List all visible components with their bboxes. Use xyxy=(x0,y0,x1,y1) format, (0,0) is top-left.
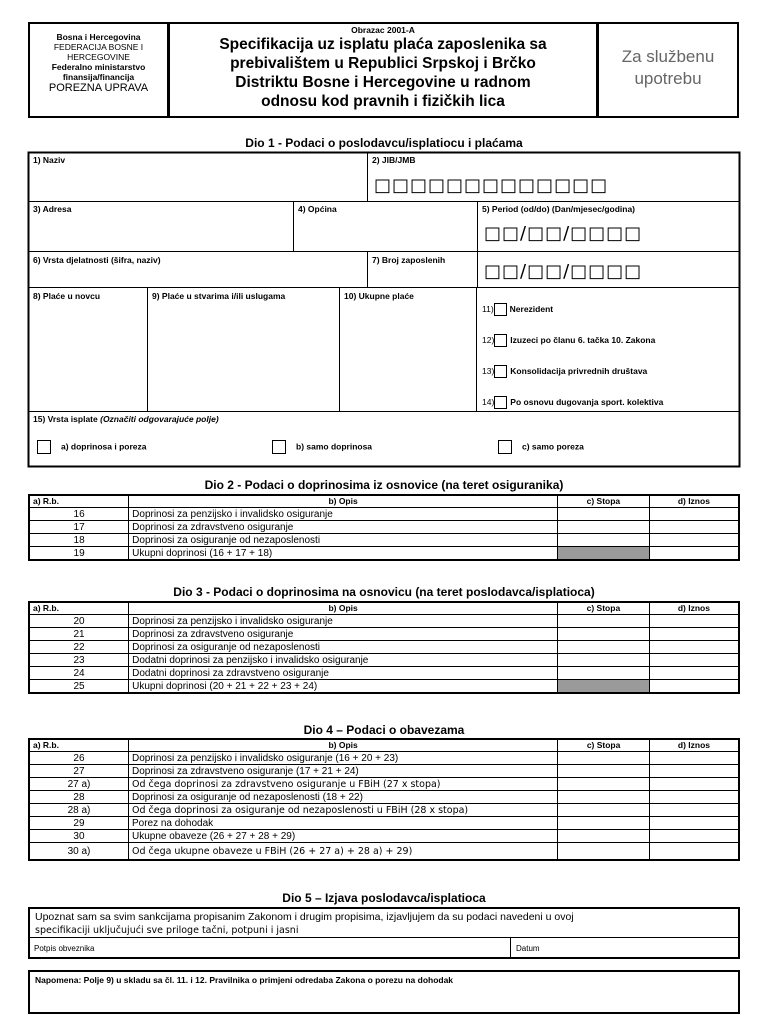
option-a[interactable] xyxy=(37,440,147,454)
field-place-novac-label: 8) Plaće u novcu xyxy=(33,291,101,301)
signature-field[interactable] xyxy=(30,938,511,958)
row-rb: 19 xyxy=(29,547,129,561)
form-title-line-1: Specifikacija uz isplatu plaća zaposlenika sa xyxy=(219,36,547,53)
row-iznos-cell[interactable] xyxy=(649,628,739,641)
row-iznos-cell[interactable] xyxy=(649,641,739,654)
row-stopa-cell[interactable] xyxy=(558,778,650,791)
row-opis: Dodatni doprinosi za penzijsko i invalidsko osiguranje xyxy=(129,654,558,667)
row-iznos-cell[interactable] xyxy=(649,765,739,778)
table-row xyxy=(29,843,739,861)
form-title-line-3: Distriktu Bosne i Hercegovine u radnom xyxy=(235,74,531,91)
row-opis: Doprinosi za zdravstveno osiguranje (17 + 21 + 24) xyxy=(128,765,557,778)
field-jib-label: 2) JIB/JMB xyxy=(372,155,416,165)
field-period-label: 5) Period (od/do) (Dan/mjesec/godina) xyxy=(482,204,636,214)
row-stopa-cell[interactable] xyxy=(558,791,650,804)
dio2-title: Dio 2 - Podaci o doprinosima iz osnovice (na teret osiguranika) xyxy=(204,478,564,492)
declaration-box xyxy=(28,907,740,959)
declaration-sign-row xyxy=(30,937,738,957)
table-row xyxy=(29,534,739,547)
row-rb: 22 xyxy=(29,641,129,654)
table-row xyxy=(29,817,739,830)
row-opis: Doprinosi za penzijsko i invalidsko osiguranje xyxy=(129,615,558,628)
row-stopa-cell-disabled xyxy=(558,680,650,694)
row-iznos-cell[interactable] xyxy=(649,752,739,765)
issuer-ministry-2: finansija/financija xyxy=(62,72,135,82)
note-box xyxy=(28,970,740,1014)
col-rb: a) R.b. xyxy=(29,495,129,508)
row-iznos-cell[interactable] xyxy=(649,534,739,547)
table-row xyxy=(29,508,739,521)
dio3-title: Dio 3 - Podaci o doprinosima na osnovicu (na teret poslodavca/isplatioca) xyxy=(173,585,595,599)
row-rb: 28 a) xyxy=(29,804,128,817)
option-14-label: Po osnovu dugovanja sport. kolektiva xyxy=(510,396,664,407)
row-stopa-cell[interactable] xyxy=(558,843,650,861)
row-iznos-cell[interactable] xyxy=(649,830,739,843)
row-stopa-cell-disabled xyxy=(558,547,650,561)
col-iznos: d) Iznos xyxy=(649,602,739,615)
row-rb: 21 xyxy=(29,628,129,641)
field-adresa-label: 3) Adresa xyxy=(33,204,72,214)
issuer-ministry: Federalno ministarstvo xyxy=(51,62,146,72)
row-rb: 20 xyxy=(29,615,129,628)
field-naziv-label: 1) Naziv xyxy=(33,155,66,165)
row-opis: Doprinosi za zdravstveno osiguranje xyxy=(129,628,558,641)
option-c[interactable] xyxy=(498,440,584,454)
col-opis: b) Opis xyxy=(129,602,558,615)
declaration-text-line-2: specifikaciji uključujući sve priloge tačni, potpuni i jasni xyxy=(35,925,299,936)
checkbox-icon[interactable] xyxy=(494,303,507,316)
row-iznos-cell[interactable] xyxy=(649,843,739,861)
table-header-row xyxy=(29,495,739,508)
option-14-number: 14) xyxy=(482,396,495,407)
row-opis: Doprinosi za penzijsko i invalidsko osiguranje xyxy=(129,508,558,521)
option-14[interactable] xyxy=(482,396,663,409)
jib-input-boxes[interactable]: □□□□□□□□□□□□□ xyxy=(374,175,609,196)
checkbox-icon[interactable] xyxy=(498,440,512,454)
row-iznos-cell[interactable] xyxy=(649,778,739,791)
row-stopa-cell[interactable] xyxy=(558,752,650,765)
table-row xyxy=(29,804,739,817)
table-row xyxy=(29,654,739,667)
checkbox-icon[interactable] xyxy=(494,396,507,409)
checkbox-icon[interactable] xyxy=(494,334,507,347)
option-c-label: c) samo poreza xyxy=(522,441,584,452)
vrsta-isplate-text: 15) Vrsta isplate xyxy=(33,414,98,424)
row-rb: 25 xyxy=(29,680,129,694)
row-iznos-cell[interactable] xyxy=(649,791,739,804)
row-stopa-cell[interactable] xyxy=(558,817,650,830)
row-opis: Dodatni doprinosi za zdravstveno osiguranje xyxy=(129,667,558,680)
row-opis: Doprinosi za penzijsko i invalidsko osiguranje (16 + 20 + 23) xyxy=(128,752,557,765)
col-opis: b) Opis xyxy=(128,739,557,752)
row-opis: Porez na dohodak xyxy=(128,817,557,830)
row-opis: Ukupni doprinosi (20 + 21 + 22 + 23 + 24) xyxy=(129,680,558,694)
row-stopa-cell[interactable] xyxy=(558,508,650,521)
option-13-label: Konsolidacija privrednih društava xyxy=(510,365,648,376)
option-a-label: a) doprinosa i poreza xyxy=(61,441,147,452)
checkbox-icon[interactable] xyxy=(37,440,51,454)
dio4-table xyxy=(28,738,740,861)
table-header-row xyxy=(29,602,739,615)
field-djelatnost-label: 6) Vrsta djelatnosti (šifra, naziv) xyxy=(33,255,161,265)
signature-label: Potpis obveznika xyxy=(34,944,95,953)
row-stopa-cell[interactable] xyxy=(558,534,650,547)
row-stopa-cell[interactable] xyxy=(558,641,650,654)
row-iznos-cell[interactable] xyxy=(649,804,739,817)
row-iznos-cell[interactable] xyxy=(649,508,739,521)
official-use-line-1: Za službenu xyxy=(621,47,715,66)
table-row xyxy=(29,680,739,694)
official-use-line-2: upotrebu xyxy=(634,69,702,88)
option-12-label: Izuzeci po članu 6. tačka 10. Zakona xyxy=(510,334,656,345)
vrsta-isplate-note: (Označiti odgovarajuće polje) xyxy=(100,414,219,424)
dio4-title: Dio 4 – Podaci o obavezama xyxy=(303,723,465,737)
issuer-federation: FEDERACIJA BOSNE I xyxy=(53,42,144,52)
table-row xyxy=(29,615,739,628)
row-rb: 28 xyxy=(29,791,128,804)
table-row xyxy=(29,547,739,561)
field-opcina-label: 4) Općina xyxy=(298,204,337,214)
row-stopa-cell[interactable] xyxy=(558,667,650,680)
row-iznos-cell[interactable] xyxy=(649,654,739,667)
row-rb: 27 a) xyxy=(29,778,128,791)
row-opis: Ukupni doprinosi (16 + 17 + 18) xyxy=(129,547,558,561)
option-13-number: 13) xyxy=(482,365,495,376)
row-rb: 17 xyxy=(29,521,129,534)
form-code: Obrazac 2001-A xyxy=(351,25,415,35)
date-label: Datum xyxy=(516,944,540,953)
table-header-row xyxy=(29,739,739,752)
row-opis: Od čega ukupne obaveze u FBiH (26 + 27 a) + 28 a) + 29) xyxy=(128,843,557,861)
period-input-boxes[interactable]: □□/□□/□□□□ xyxy=(484,223,643,244)
dio1-title: Dio 1 - Podaci o poslodavcu/isplatiocu i plaćama xyxy=(245,136,523,150)
col-iznos: d) Iznos xyxy=(649,495,739,508)
field-place-stvari-label: 9) Plaće u stvarima i/ili uslugama xyxy=(152,291,286,301)
issuer-agency: POREZNA UPRAVA xyxy=(48,82,149,94)
form-title-line-2: prebivalištem u Republici Srpskoj i Brčko xyxy=(230,55,536,72)
row-opis: Ukupne obaveze (26 + 27 + 28 + 29) xyxy=(128,830,557,843)
table-row xyxy=(29,628,739,641)
table-row xyxy=(29,667,739,680)
table-row xyxy=(29,521,739,534)
option-b-label: b) samo doprinosa xyxy=(296,441,373,452)
row-rb: 29 xyxy=(29,817,128,830)
issuer-country: Bosna i Hercegovina xyxy=(56,32,141,42)
row-rb: 24 xyxy=(29,667,129,680)
row-stopa-cell[interactable] xyxy=(558,830,650,843)
row-stopa-cell[interactable] xyxy=(558,628,650,641)
row-stopa-cell[interactable] xyxy=(558,804,650,817)
form-title-line-4: odnosu kod pravnih i fizičkih lica xyxy=(261,93,505,110)
row-iznos-cell[interactable] xyxy=(649,680,739,694)
table-row xyxy=(29,765,739,778)
row-opis: Od čega doprinosi za zdravstveno osiguranje u FBiH (27 x stopa) xyxy=(128,778,557,791)
dio3-table xyxy=(28,601,740,694)
row-rb: 30 xyxy=(29,830,128,843)
row-rb: 27 xyxy=(29,765,128,778)
dio2-table xyxy=(28,494,740,561)
row-rb: 26 xyxy=(29,752,128,765)
issuer-federation-2: HERCEGOVINE xyxy=(67,52,130,62)
checkbox-icon[interactable] xyxy=(272,440,286,454)
row-opis: Od čega doprinosi za osiguranje od nezaposlenosti u FBiH (28 x stopa) xyxy=(128,804,557,817)
col-rb: a) R.b. xyxy=(29,739,128,752)
row-iznos-cell[interactable] xyxy=(649,521,739,534)
option-b[interactable] xyxy=(272,440,372,454)
date-field[interactable] xyxy=(512,938,738,958)
row-rb: 23 xyxy=(29,654,129,667)
row-iznos-cell[interactable] xyxy=(649,547,739,561)
row-stopa-cell[interactable] xyxy=(558,654,650,667)
row-opis: Doprinosi za osiguranje od nezaposlenosti xyxy=(129,534,558,547)
period-input-boxes-2[interactable]: □□/□□/□□□□ xyxy=(484,261,643,282)
col-iznos: d) Iznos xyxy=(649,739,739,752)
table-row xyxy=(29,791,739,804)
col-opis: b) Opis xyxy=(129,495,558,508)
checkbox-icon[interactable] xyxy=(494,365,507,378)
row-iznos-cell[interactable] xyxy=(649,667,739,680)
row-rb: 18 xyxy=(29,534,129,547)
option-11[interactable] xyxy=(482,303,553,316)
declaration-text-line-1: Upoznat sam sa svim sankcijama propisanim Zakonom i drugim propisima, izjavljujem da su podaci navedeni u ovoj xyxy=(35,911,574,923)
row-iznos-cell[interactable] xyxy=(649,817,739,830)
col-stopa: c) Stopa xyxy=(558,602,650,615)
row-rb: 16 xyxy=(29,508,129,521)
table-row xyxy=(29,752,739,765)
row-opis: Doprinosi za zdravstveno osiguranje xyxy=(129,521,558,534)
row-stopa-cell[interactable] xyxy=(558,615,650,628)
field-ukupne-place-label: 10) Ukupne plaće xyxy=(344,291,414,301)
option-12-number: 12) xyxy=(482,334,495,345)
col-stopa: c) Stopa xyxy=(558,739,650,752)
row-stopa-cell[interactable] xyxy=(558,521,650,534)
table-row xyxy=(29,778,739,791)
col-stopa: c) Stopa xyxy=(558,495,650,508)
dio5-title: Dio 5 – Izjava poslodavca/isplatioca xyxy=(282,891,486,905)
option-13[interactable] xyxy=(482,365,647,378)
option-12[interactable] xyxy=(482,334,655,347)
col-rb: a) R.b. xyxy=(29,602,129,615)
row-opis: Doprinosi za osiguranje od nezaposlenosti xyxy=(129,641,558,654)
note-text: Napomena: Polje 9) u skladu sa čl. 11. i 12. Pravilnika o primjeni odredaba Zakona o porezu na dohodak xyxy=(35,975,454,985)
option-11-label: Nerezident xyxy=(509,303,554,314)
field-vrsta-isplate-label xyxy=(33,414,219,424)
field-broj-zaposlenih-label: 7) Broj zaposlenih xyxy=(372,255,446,265)
row-opis: Doprinosi za osiguranje od nezaposlenosti (18 + 22) xyxy=(128,791,557,804)
option-11-number: 11) xyxy=(482,303,494,314)
table-row xyxy=(29,830,739,843)
row-rb: 30 a) xyxy=(29,843,128,861)
row-stopa-cell[interactable] xyxy=(558,765,650,778)
row-iznos-cell[interactable] xyxy=(649,615,739,628)
table-row xyxy=(29,641,739,654)
